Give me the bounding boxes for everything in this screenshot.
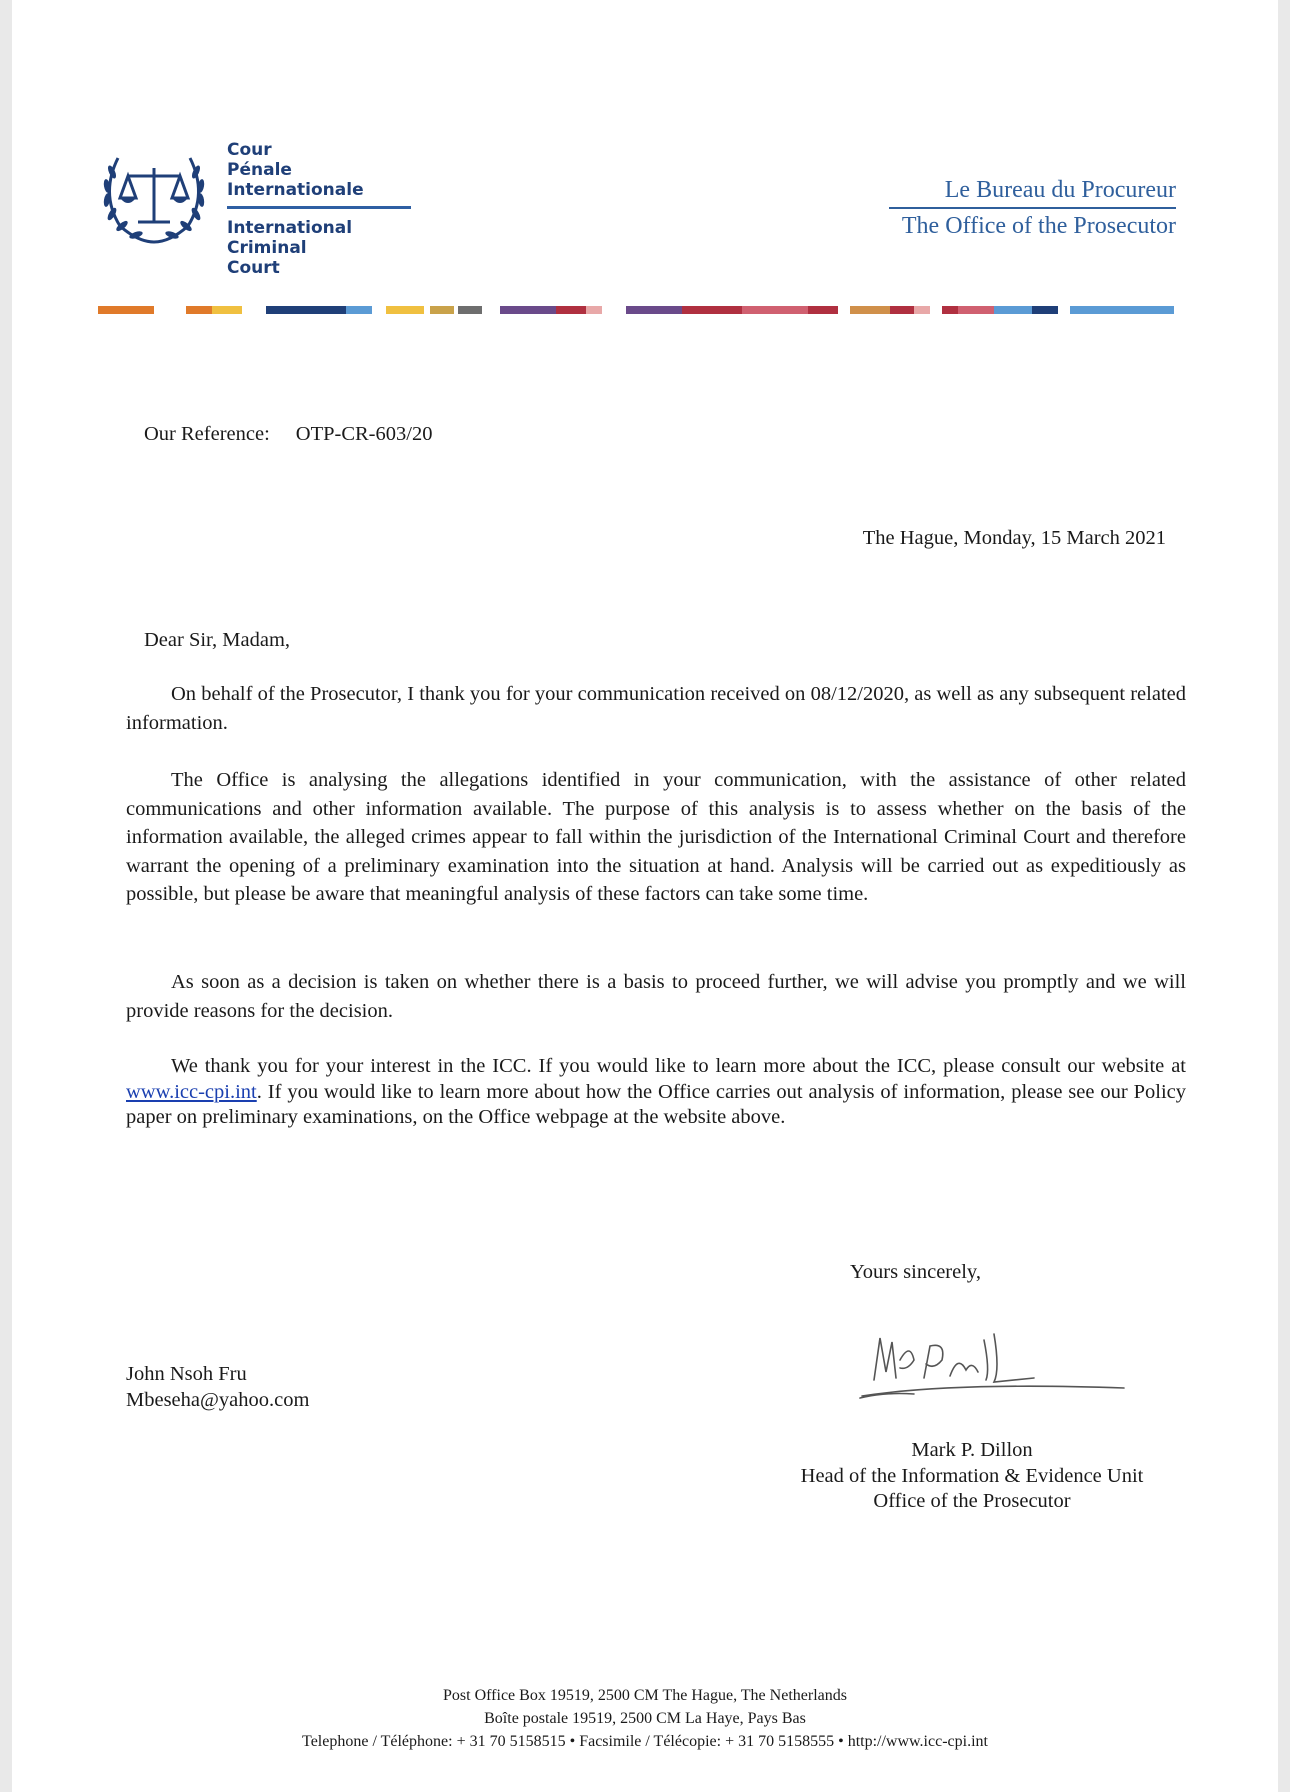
office-heading: [889, 174, 1176, 242]
recipient-email: Mbeseha@yahoo.com: [126, 1388, 310, 1411]
signatory-office: Office of the Prosecutor: [873, 1490, 1071, 1512]
reference-label: Our Reference:: [144, 423, 270, 445]
scales-of-justice-wreath-icon: [98, 138, 210, 250]
recipient-name: John Nsoh Fru: [126, 1363, 247, 1385]
body-paragraph-1: On behalf of the Prosecutor, I thank you for your communication received on 08/12/2020, as well as any subsequent related information.: [126, 683, 1186, 734]
court-name-english: International Criminal Court: [227, 218, 353, 278]
letterhead-divider: [227, 206, 411, 209]
signatory-name: Mark P. Dillon: [911, 1439, 1033, 1461]
date-line: The Hague, Monday, 15 March 2021: [862, 527, 1166, 549]
reference-number: OTP-CR-603/20: [295, 423, 433, 445]
body-paragraph-4: We thank you for your interest in the ICC. If you would like to learn more about the ICC, please consult our website at www.icc-cpi.int. If you would like to learn more about how the Office carries out analysis of information, please see our Policy paper on preliminary examinations, on the Office webpage at the website above.: [126, 1055, 1186, 1128]
handwritten-signature: [854, 1320, 1134, 1410]
body-paragraph-3: As soon as a decision is taken on whether there is a basis to proceed further, we will advise you promptly and we will provide reasons for the decision.: [126, 971, 1186, 1022]
office-name-english: The Office of the Prosecutor: [901, 213, 1176, 239]
reference-line: [144, 420, 432, 448]
icc-website-link[interactable]: www.icc-cpi.int: [126, 1080, 257, 1103]
recipient-block: [126, 1362, 309, 1413]
letter-footer: [12, 1684, 1278, 1753]
office-divider: [889, 207, 1176, 209]
letter-page: [12, 0, 1278, 1792]
closing: Yours sincerely,: [850, 1261, 981, 1283]
footer-address-en: Post Office Box 19519, 2500 CM The Hague, The Netherlands: [443, 1687, 847, 1704]
footer-address-fr: Boîte postale 19519, 2500 CM La Haye, Pays Bas: [484, 1710, 806, 1727]
office-name-french: Le Bureau du Procureur: [944, 177, 1176, 203]
signatory-block: [772, 1438, 1172, 1515]
footer-contact: Telephone / Téléphone: + 31 70 5158515 • Facsimile / Télécopie: + 31 70 5158555 • http://www.icc-cpi.int: [302, 1733, 988, 1750]
body-paragraph-2: The Office is analysing the allegations identified in your communication, with the assistance of other related communications and other information available. The purpose of this analysis is to assess whether on the basis of the information available, the alleged crimes appear to fall within the jurisdiction of the International Criminal Court and therefore warrant the opening of a preliminary examination into the situation at hand. Analysis will be carried out as expeditiously as possible, but please be aware that meaningful analysis of these factors can take some time.: [126, 769, 1186, 905]
salutation: Dear Sir, Madam,: [144, 629, 291, 651]
court-name-french: Cour Pénale Internationale: [227, 140, 364, 200]
signatory-title: Head of the Information & Evidence Unit: [800, 1464, 1144, 1487]
